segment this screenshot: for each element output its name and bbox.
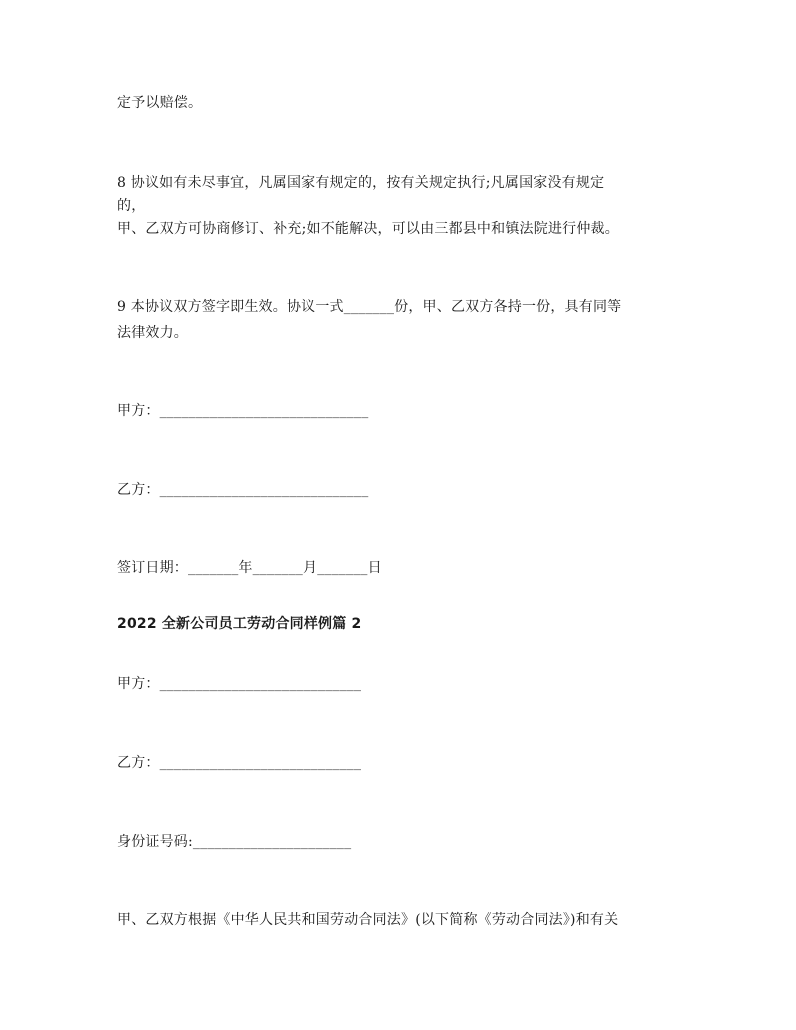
compensation-clause-end: 定予以赔偿。 — [117, 95, 203, 111]
party-b-field: 乙方：____________________________ — [117, 755, 362, 771]
clause-8-line-3: 甲、乙双方可协商修订、补充;如不能解决，可以由三都县中和镇法院进行仲裁。 — [117, 221, 619, 237]
party-a-field: 甲方：____________________________ — [117, 676, 362, 692]
clause-8-line-1: 8 协议如有未尽事宜，凡属国家有规定的，按有关规定执行;凡属国家没有规定 — [117, 175, 605, 191]
id-number-field: 身份证号码:______________________ — [117, 834, 352, 850]
section-heading: 2022 全新公司员工劳动合同样例篇 2 — [117, 616, 362, 632]
clause-9-line-2: 法律效力。 — [117, 325, 188, 341]
clause-9-line-1: 9 本协议双方签字即生效。协议一式_______份，甲、乙双方各持一份，具有同等 — [117, 299, 622, 315]
contract-intro-line: 甲、乙双方根据《中华人民共和国劳动合同法》(以下简称《劳动合同法》)和有关 — [117, 912, 619, 928]
clause-8-line-2: 的， — [117, 198, 146, 214]
signing-date-line: 签订日期：_______年_______月_______日 — [117, 560, 382, 576]
party-a-signature-line: 甲方：_____________________________ — [117, 403, 369, 419]
party-b-signature-line: 乙方：_____________________________ — [117, 482, 369, 498]
